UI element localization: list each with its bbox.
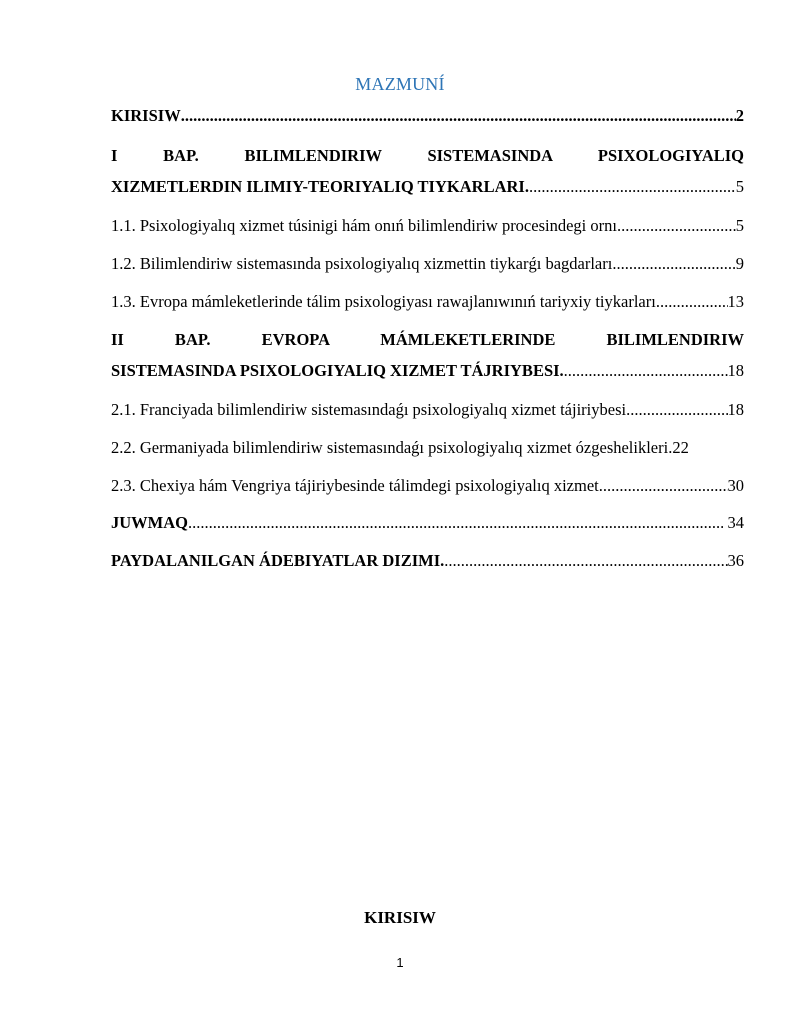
toc-entry-title: SISTEMASINDA PSIXOLOGIYALIQ XIZMET TÁJRIYBESI. xyxy=(111,361,564,380)
toc-entry-title: 2.1. Franciyada bilimlendiriw sistemasındaǵı psixologiyalıq xizmet tájiriybesi xyxy=(111,400,627,419)
toc-leader-dots xyxy=(617,215,736,237)
toc-entry-bap2-line1[interactable]: II BAP. EVROPA MÁMLEKETLERINDE BILIMLENDIRIW xyxy=(111,330,744,349)
page-number: 1 xyxy=(396,955,404,970)
toc-entry-bap1-line1[interactable]: I BAP. BILIMLENDIRIW SISTEMASINDA PSIXOLOGIYALIQ xyxy=(111,146,744,165)
toc-entry-title: XIZMETLERDIN ILIMIY-TEORIYALIQ TIYKARLARI. xyxy=(111,177,529,196)
toc-entry-title: 1.2. Bilimlendiriw sistemasında psixologiyalıq xizmettin tiykarǵı bagdarları xyxy=(111,254,613,273)
toc-entry-bap2-line2[interactable] xyxy=(111,360,744,382)
toc-entry-bap1-line2[interactable] xyxy=(111,176,744,198)
section-heading-kirisiw: KIRISIW xyxy=(364,908,436,927)
toc-entry-page: 18 xyxy=(727,400,744,419)
toc-entry-title: JUWMAQ xyxy=(111,513,188,532)
toc-entry-page: 5 xyxy=(735,177,744,196)
toc-leader-dots xyxy=(188,512,723,534)
toc-entry-page: 2 xyxy=(735,106,744,125)
toc-entry-title: 2.2. Germaniyada bilimlendiriw sistemasındaǵı psixologiyalıq xizmet ózgeshelikleri. xyxy=(111,438,673,457)
toc-entry-juwmaq[interactable] xyxy=(111,512,744,534)
toc-entry-page: 18 xyxy=(727,361,744,380)
toc-entry-kirisiw[interactable] xyxy=(111,105,744,127)
toc-heading: MAZMUNÍ xyxy=(355,74,445,94)
toc-entry-2-3[interactable] xyxy=(111,475,744,497)
toc-leader-dots xyxy=(626,399,727,421)
toc-entry-2-2[interactable] xyxy=(111,437,736,459)
toc-entry-1-1[interactable] xyxy=(111,215,744,237)
toc-leader-dots xyxy=(181,105,736,127)
toc-leader-dots xyxy=(612,253,735,275)
toc-entry-page: 36 xyxy=(727,551,744,570)
toc-leader-dots xyxy=(660,291,728,313)
toc-leader-dots xyxy=(564,360,728,382)
toc-entry-page: 5 xyxy=(735,216,744,235)
toc-entry-paydalanilgan[interactable] xyxy=(111,550,744,572)
toc-entry-page: 30 xyxy=(727,476,744,495)
toc-entry-page: 9 xyxy=(735,254,744,273)
toc-entry-page: 13 xyxy=(727,292,744,311)
toc-entry-page: 34 xyxy=(723,513,744,532)
toc-entry-title: 1.3. Evropa mámleketlerinde tálim psixologiyası rawajlanıwınıń tariyxiy tiykarları. xyxy=(111,292,660,311)
toc-leader-dots xyxy=(529,176,736,198)
toc-leader-dots xyxy=(599,475,728,497)
toc-entry-title: 2.3. Chexiya hám Vengriya tájiriybesinde tálimdegi psixologiyalıq xizmet xyxy=(111,476,599,495)
toc-entry-title: PAYDALANILGAN ÁDEBIYATLAR DIZIMI. xyxy=(111,551,445,570)
toc-entry-2-1[interactable] xyxy=(111,399,744,421)
toc-entry-1-3[interactable] xyxy=(111,291,744,313)
toc-entry-page: 22 xyxy=(672,438,689,457)
toc-entry-1-2[interactable] xyxy=(111,253,744,275)
toc-entry-title: KIRISIW xyxy=(111,106,181,125)
toc-entry-title: 1.1. Psixologiyalıq xizmet túsinigi hám onıń bilimlendiriw procesindegi ornı xyxy=(111,216,617,235)
toc-leader-dots xyxy=(444,550,727,572)
